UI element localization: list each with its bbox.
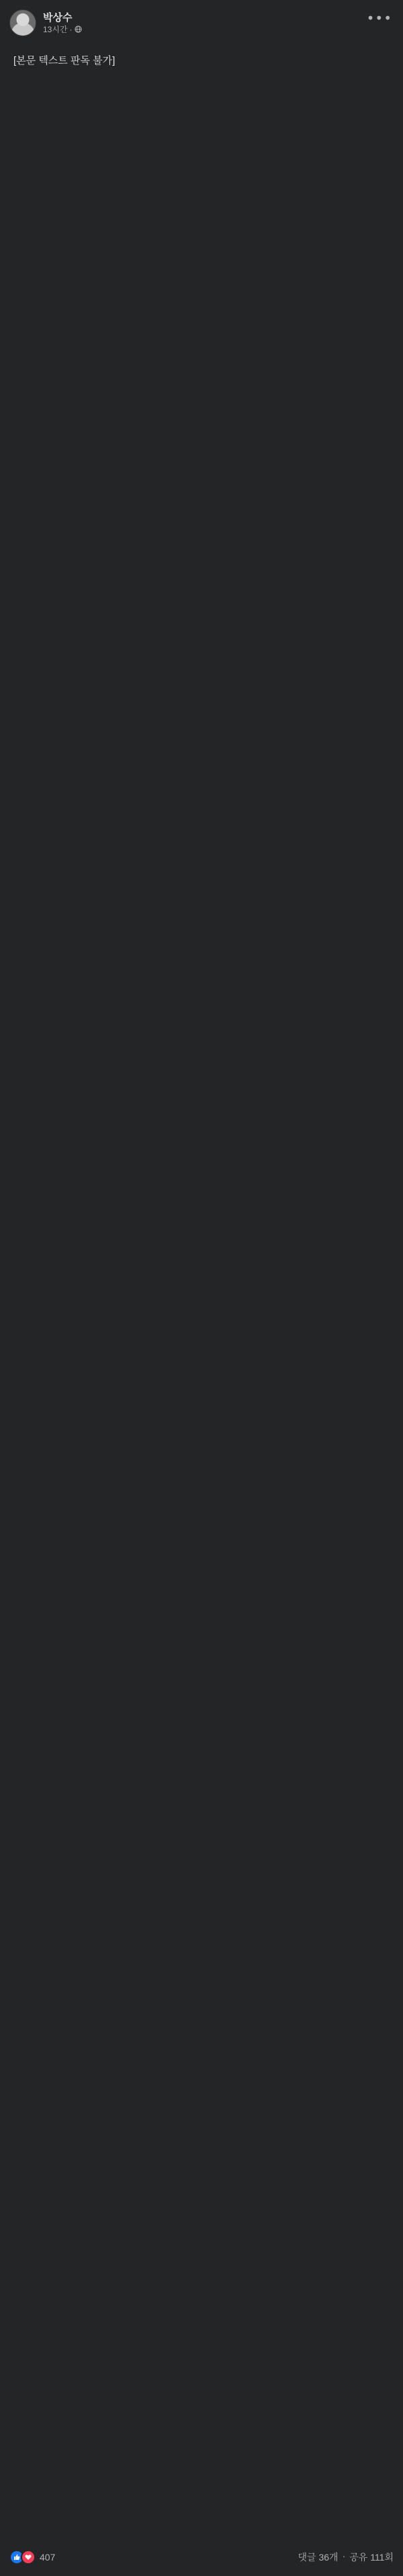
post-header <box>9 9 82 36</box>
share-count[interactable]: 공유 111회 <box>349 2552 394 2563</box>
author-name[interactable]: 박상수 <box>43 11 73 23</box>
post-meta <box>43 24 82 35</box>
reaction-summary[interactable] <box>9 2550 55 2565</box>
engagement-stats <box>298 2550 394 2564</box>
reactions-bar <box>9 2549 394 2565</box>
stats-separator: · <box>342 2550 346 2561</box>
meta-separator: · <box>69 24 73 34</box>
heart-icon <box>21 2550 36 2565</box>
post-body: [본문 텍스트 판독 불가] <box>13 55 116 66</box>
globe-icon[interactable] <box>75 26 82 33</box>
reaction-count[interactable]: 407 <box>40 2552 56 2563</box>
post-time[interactable]: 13시간 <box>43 24 68 34</box>
more-horizontal-icon[interactable]: ••• <box>366 10 392 26</box>
avatar[interactable] <box>9 9 36 36</box>
comment-count[interactable]: 댓글 36개 <box>298 2552 339 2563</box>
author-block <box>43 11 82 35</box>
